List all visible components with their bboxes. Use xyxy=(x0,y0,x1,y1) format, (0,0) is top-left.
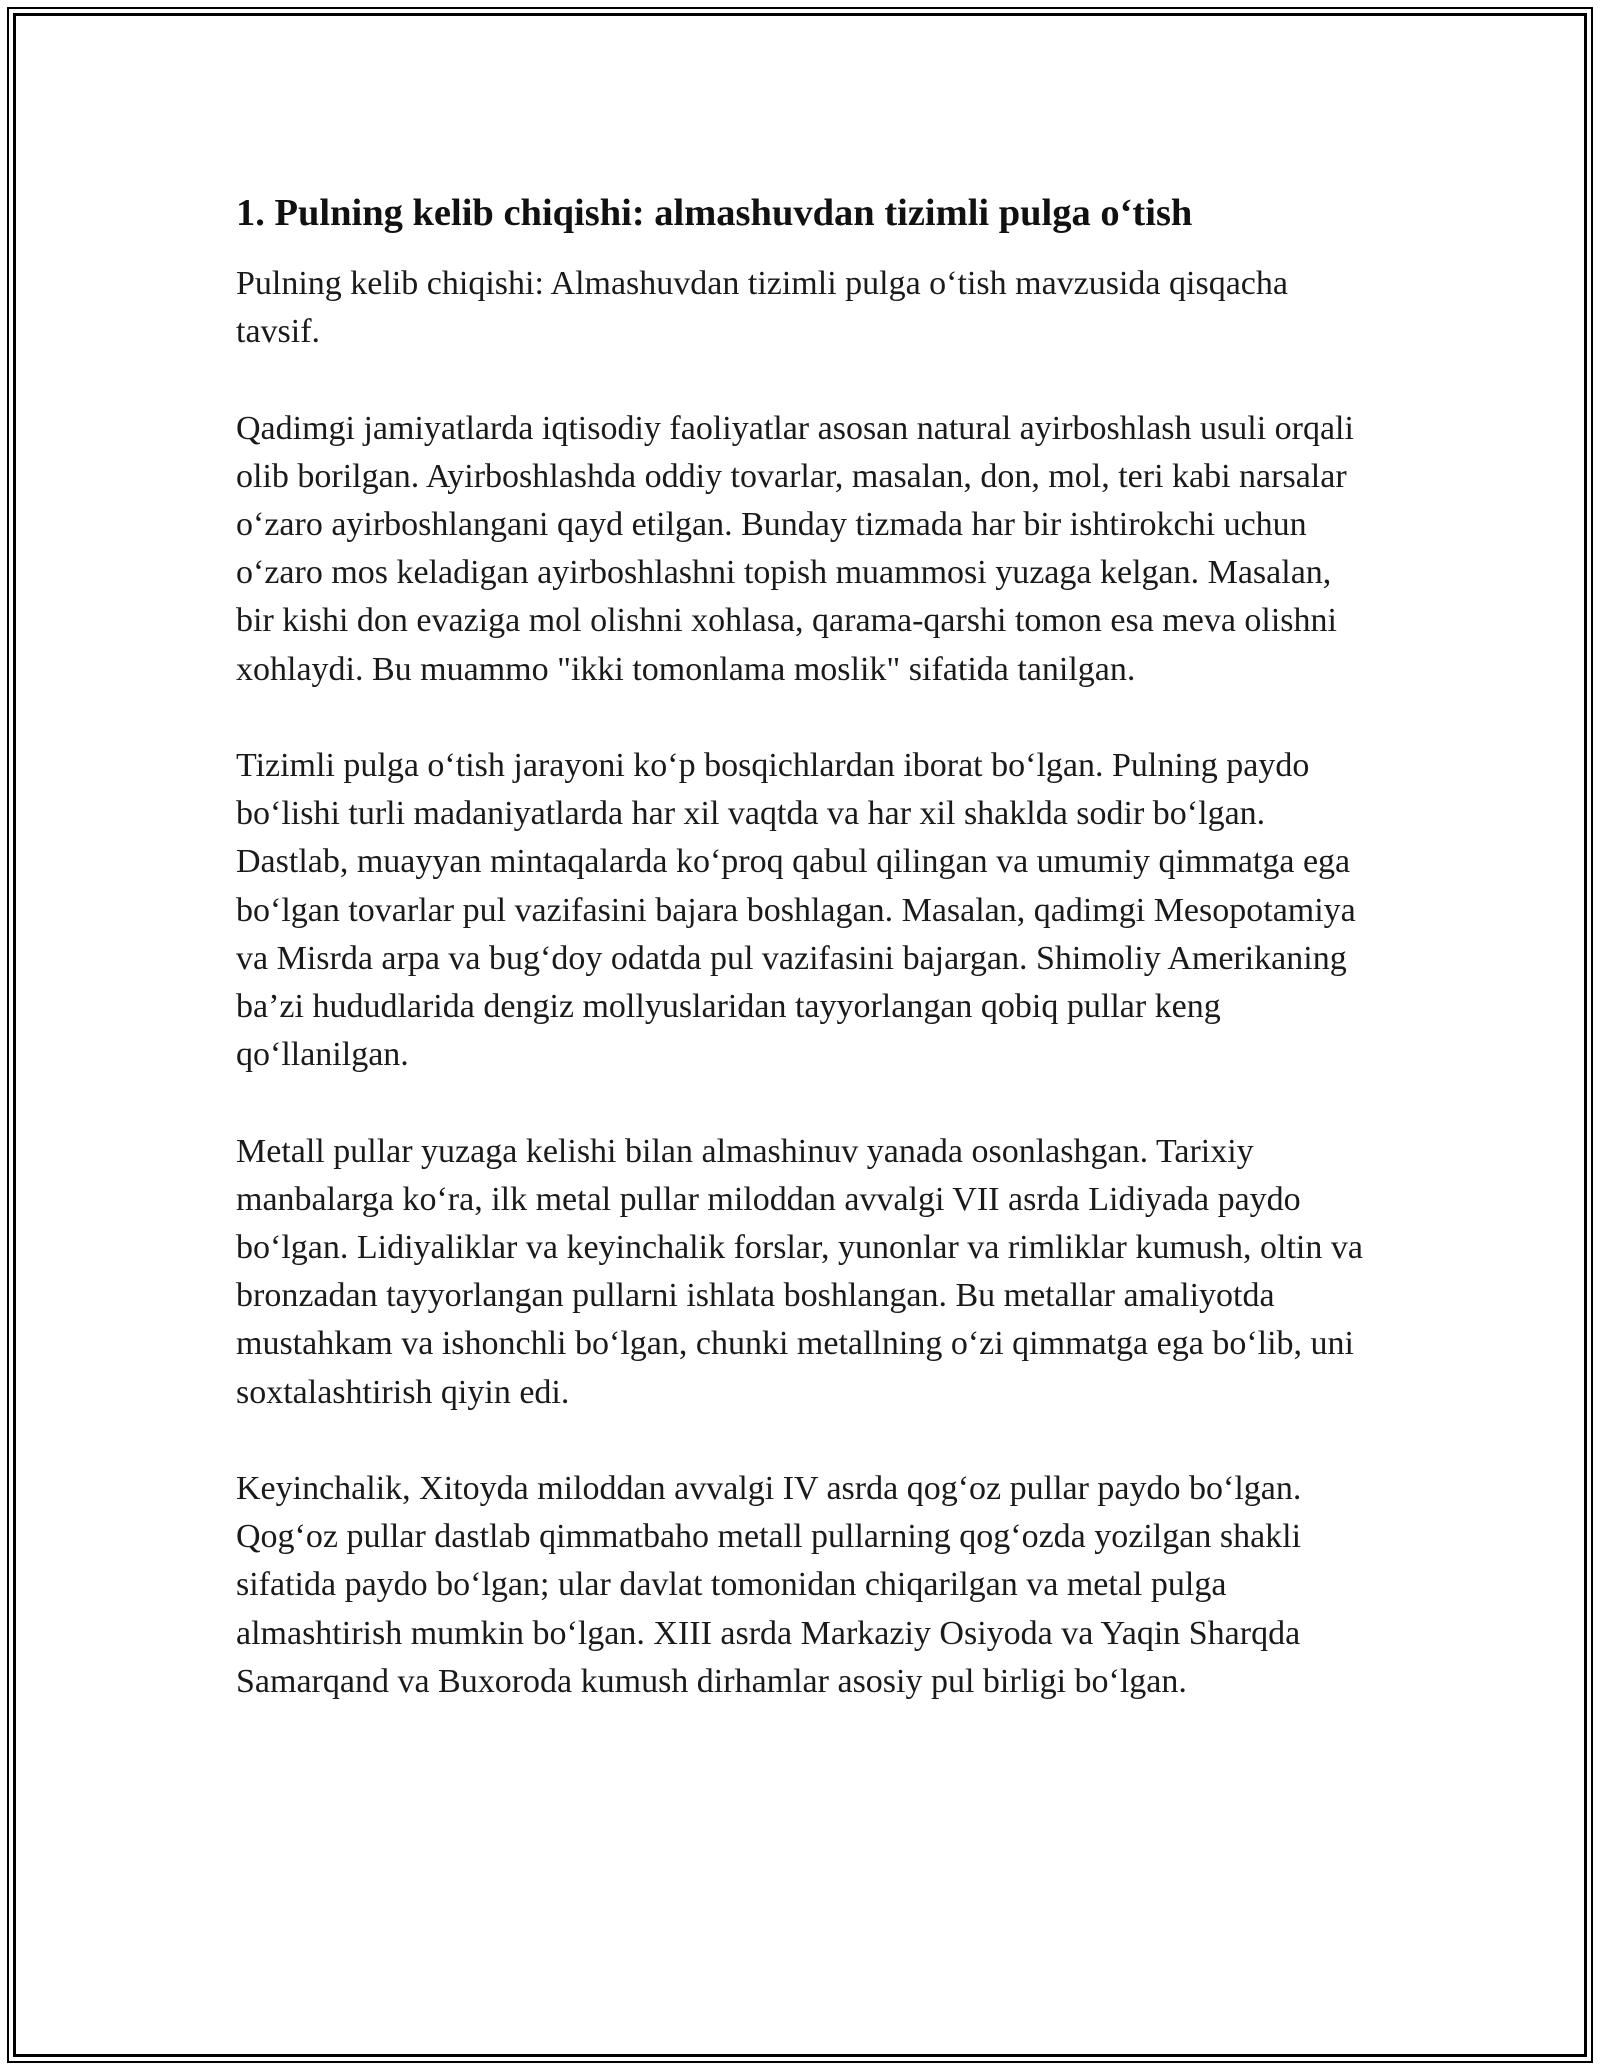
section-heading: 1. Pulning kelib chiqishi: almashuvdan tizimli pulga o‘tish xyxy=(236,192,1193,234)
document-body xyxy=(236,188,1376,1754)
paragraph-paper-money: Keyinchalik, Xitoyda miloddan avvalgi IV asrda qog‘oz pullar paydo bo‘lgan. Qog‘oz pullar dastlab qimmatbaho metall pullarning qog‘ozda yozilgan shakli sifatida paydo bo‘lgan; ular davlat tomonidan chiqarilgan va metal pulga almashtirish mumkin bo‘lgan. XIII asrda Markaziy Osiyoda va Yaqin Sharqda Samarqand va Buxoroda kumush dirhamlar asosiy pul birligi bo‘lgan. xyxy=(236,1470,1302,1700)
paragraph-barter: Qadimgi jamiyatlarda iqtisodiy faoliyatlar asosan natural ayirboshlash usuli orqali olib borilgan. Ayirboshlashda oddiy tovarlar, masalan, don, mol, teri kabi narsalar o‘zaro ayirboshlangani qayd etilgan. Bunday tizmada har bir ishtirokchi uchun o‘zaro mos keladigan ayirboshlashni topish muammosi yuzaga kelgan. Masalan, bir kishi don evaziga mol olishni xohlasa, qarama-qarshi tomon esa meva olishni xohlaydi. Bu muammo "ikki tomonlama moslik" sifatida tanilgan. xyxy=(236,409,1354,688)
paragraph-metal-money: Metall pullar yuzaga kelishi bilan almashinuv yanada osonlashgan. Tarixiy manbalarga ko‘ra, ilk metal pullar miloddan avvalgi VII asrda Lidiyada paydo bo‘lgan. Lidiyaliklar va keyinchalik forslar, yunonlar va rimliklar kumush, oltin va bronzadan tayyorlangan pullarni ishlata boshlangan. Bu metallar amaliyotda mustahkam va ishonchli bo‘lgan, chunki metallning o‘zi qimmatga ega bo‘lib, uni soxtalashtirish qiyin edi. xyxy=(236,1132,1363,1411)
paragraph-commodity-money: Tizimli pulga o‘tish jarayoni ko‘p bosqichlardan iborat bo‘lgan. Pulning paydo bo‘lishi turli madaniyatlarda har xil vaqtda va har xil shaklda sodir bo‘lgan. Dastlab, muayyan mintaqalarda ko‘proq qabul qilingan va umumiy qimmatga ega bo‘lgan tovarlar pul vazifasini bajara boshlagan. Masalan, qadimgi Mesopotamiya va Misrda arpa va bug‘doy odatda pul vazifasini bajargan. Shimoliy Amerikaning ba’zi hududlarida dengiz mollyuslaridan tayyorlangan qobiq pullar keng qo‘llanilgan. xyxy=(236,747,1356,1074)
paragraph-intro: Pulning kelib chiqishi: Almashuvdan tizimli pulga o‘tish mavzusida qisqacha tavsif. xyxy=(236,265,1288,351)
